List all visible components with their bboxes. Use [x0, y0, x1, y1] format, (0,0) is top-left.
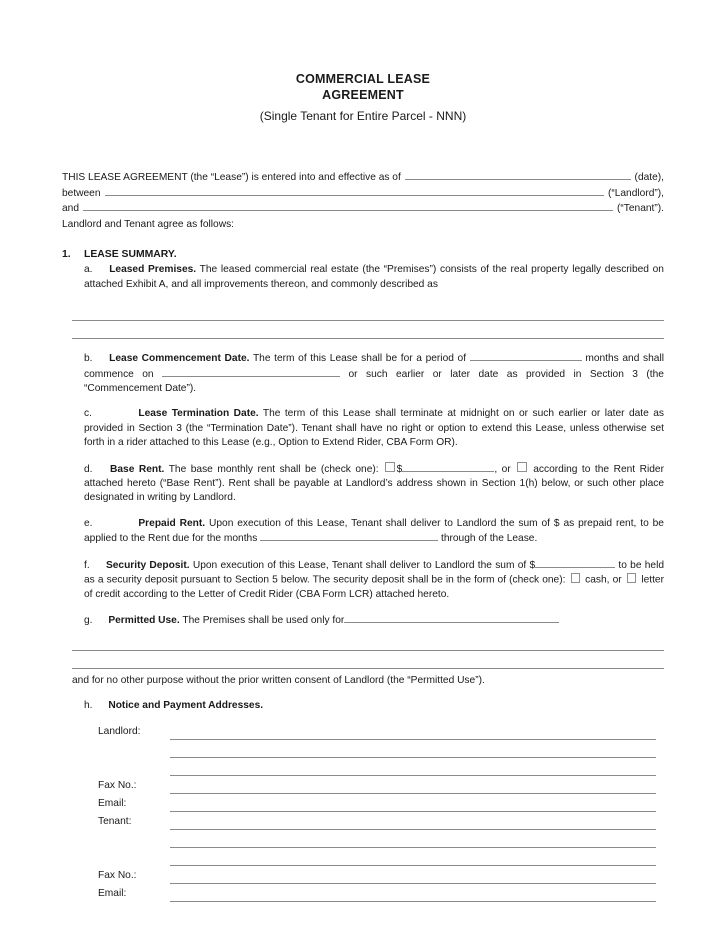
clause-e-body-2: through of the Lease. [441, 533, 538, 545]
landlord-address-field-1[interactable] [170, 722, 656, 740]
blank-line[interactable] [72, 651, 664, 669]
clause-g-closing-text: and for no other purpose without the prior written consent of Landlord (the “Permitted Use”). [72, 674, 485, 686]
clause-d-base-rent [84, 462, 664, 506]
clause-g-title: Permitted Use. [108, 615, 180, 627]
clause-a-blank-lines [72, 303, 664, 339]
address-row [98, 758, 664, 776]
clause-h-notice-addresses [84, 699, 664, 713]
clause-g-blank-lines [72, 633, 664, 669]
tenant-address-field-1[interactable] [170, 812, 656, 830]
clause-f-body-2: to be held as a security deposit pursuant to Section 5 below. The security deposit shall be in the form of (check one): [84, 559, 664, 586]
tenant-email-field[interactable] [170, 884, 656, 902]
landlord-address-label-blank-1 [98, 756, 170, 758]
intro-line-landlord [62, 186, 664, 202]
landlord-address-label-blank-2 [98, 774, 170, 776]
clause-d-title: Base Rent. [110, 463, 165, 475]
agreement-statement: Landlord and Tenant agree as follows: [62, 218, 234, 230]
clause-b-body-3: or such earlier or later date as provided in Section 3 (the “Commencement Date”). [84, 368, 664, 394]
clause-d-body-1: The base monthly rent shall be (check one): [168, 463, 379, 475]
title-line-1: COMMERCIAL LEASE [295, 72, 431, 86]
date-blank-field[interactable] [405, 170, 631, 180]
address-row [98, 866, 664, 884]
clause-d-body-3: according to the Rent Rider attached hereto (“Base Rent”). Rent shall be payable at Landlord’s address shown in Section 1(h) below, or such other place designated in writing by Landlord. [84, 463, 664, 504]
address-row [98, 848, 664, 866]
clause-f-option-2: letter of credit according to the Letter of Credit Rider (CBA Form LCR) attached hereto. [84, 574, 664, 600]
tenant-address-label: Tenant: [98, 815, 132, 827]
security-deposit-amount-field[interactable] [535, 558, 615, 568]
tenant-address-field-2[interactable] [170, 830, 656, 848]
clause-g-permitted-use [84, 613, 664, 628]
clause-a-body: The leased commercial real estate (the “Premises”) consists of the real property legally described on attached Exhibit A, and all improvements thereon, and commonly described as [84, 264, 664, 290]
landlord-address-field-3[interactable] [170, 758, 656, 776]
address-row [98, 722, 664, 740]
clause-d-body-2: , or [494, 463, 511, 475]
clause-f-letter: f. [84, 559, 90, 571]
clause-a-letter: a. [84, 264, 93, 276]
clause-h-letter: h. [84, 700, 93, 712]
document-title-block [62, 72, 664, 124]
page-title [62, 72, 664, 103]
base-rent-amount-checkbox[interactable] [385, 462, 395, 472]
section-1-period: . [173, 249, 177, 261]
clause-g-letter: g. [84, 615, 93, 627]
blank-line[interactable] [72, 303, 664, 321]
security-deposit-letter-of-credit-checkbox[interactable] [627, 573, 637, 583]
clause-c-body-1: The term of this Lease shall terminate at midnight on [262, 408, 515, 420]
section-1-title: LEASE SUMMARY [84, 249, 174, 261]
tenant-blank-field[interactable] [83, 201, 613, 211]
intro-line-date [62, 170, 664, 186]
landlord-fax-field[interactable] [170, 776, 656, 794]
base-rent-rider-checkbox[interactable] [517, 462, 527, 472]
landlord-blank-field[interactable] [105, 186, 604, 196]
clause-e-letter: e. [84, 517, 93, 529]
clause-d-letter: d. [84, 463, 93, 475]
tenant-label: (“Tenant”). [617, 203, 664, 215]
blank-line[interactable] [72, 321, 664, 339]
blank-line[interactable] [72, 633, 664, 651]
lease-period-months-field[interactable] [470, 351, 582, 361]
tenant-fax-field[interactable] [170, 866, 656, 884]
intro-text-3: and [62, 203, 79, 215]
clause-e-body-1: Upon execution of this Lease, Tenant shall deliver to Landlord the sum of $ as prepaid rent, to be applied to the Rent due for the months [84, 517, 664, 545]
clause-d-dollar-sign: $ [396, 463, 403, 475]
address-row [98, 740, 664, 758]
clause-f-title: Security Deposit. [105, 559, 190, 571]
intro-text-2: between [62, 187, 101, 199]
tenant-address-label-blank-1 [98, 846, 170, 848]
landlord-fax-label: Fax No.: [98, 779, 137, 791]
tenant-email-label: Email: [98, 887, 127, 899]
landlord-address-label: Landlord: [98, 725, 141, 737]
clause-f-security-deposit [84, 558, 664, 603]
clause-b-commencement-date [84, 351, 664, 396]
clause-e-title: Prepaid Rent. [138, 517, 206, 529]
clause-f-dollar-sign: $ [529, 559, 536, 571]
landlord-email-label: Email: [98, 797, 127, 809]
date-label: (date), [634, 172, 664, 183]
tenant-address-label-blank-2 [98, 864, 170, 866]
clause-g-body-1: The Premises shall be used only for [182, 615, 345, 627]
clause-c-title: Lease Termination Date. [138, 408, 259, 420]
address-row [98, 776, 664, 794]
document-subtitle: (Single Tenant for Entire Parcel - NNN) [259, 109, 467, 123]
tenant-address-block [98, 812, 664, 902]
address-row [98, 884, 664, 902]
clause-b-title: Lease Commencement Date. [109, 353, 250, 365]
intro-paragraph [62, 170, 664, 232]
clause-c-termination-date [84, 407, 664, 450]
landlord-email-field[interactable] [170, 794, 656, 812]
clause-c-letter: c. [84, 408, 92, 420]
clause-f-body-1: Upon execution of this Lease, Tenant shall deliver to Landlord the sum of [192, 559, 527, 571]
clause-f-option-1: cash, or [585, 574, 622, 586]
section-1-heading [62, 249, 664, 260]
address-row [98, 812, 664, 830]
base-rent-amount-field[interactable] [402, 462, 494, 472]
tenant-address-field-3[interactable] [170, 848, 656, 866]
tenant-fax-label: Fax No.: [98, 869, 137, 881]
security-deposit-cash-checkbox[interactable] [571, 573, 581, 583]
intro-text-1: THIS LEASE AGREEMENT (the “Lease”) is entered into and effective as of [62, 172, 401, 183]
clause-h-title: Notice and Payment Addresses. [108, 700, 264, 712]
clause-b-body-2: months and shall commence on [84, 353, 664, 380]
address-row [98, 794, 664, 812]
clause-b-body-1: The term of this Lease shall be for a period of [252, 353, 467, 365]
clause-a-leased-premises [84, 263, 664, 292]
clause-c-body-2: or such earlier or later date as provided in Section 3 (the “Termination Date”). Tenant shall have no right or option to extend this Lease, unless otherwise set forth in a rider attached to this Lease (e.g., Option to Extend Rider, CBA Form OR). [84, 408, 664, 449]
section-1-number: 1. [62, 249, 71, 261]
title-line-2: AGREEMENT [322, 87, 404, 102]
landlord-label: (“Landlord”), [607, 187, 664, 199]
clause-a-title: Leased Premises. [109, 264, 197, 276]
address-row [98, 830, 664, 848]
clause-b-letter: b. [84, 353, 93, 365]
clause-e-prepaid-rent [84, 517, 664, 547]
commencement-date-field[interactable] [162, 367, 340, 377]
landlord-address-field-2[interactable] [170, 740, 656, 758]
landlord-address-block [98, 722, 664, 812]
prepaid-rent-months-field[interactable] [260, 531, 438, 541]
intro-line-tenant [62, 201, 664, 217]
permitted-use-field[interactable] [344, 613, 559, 623]
